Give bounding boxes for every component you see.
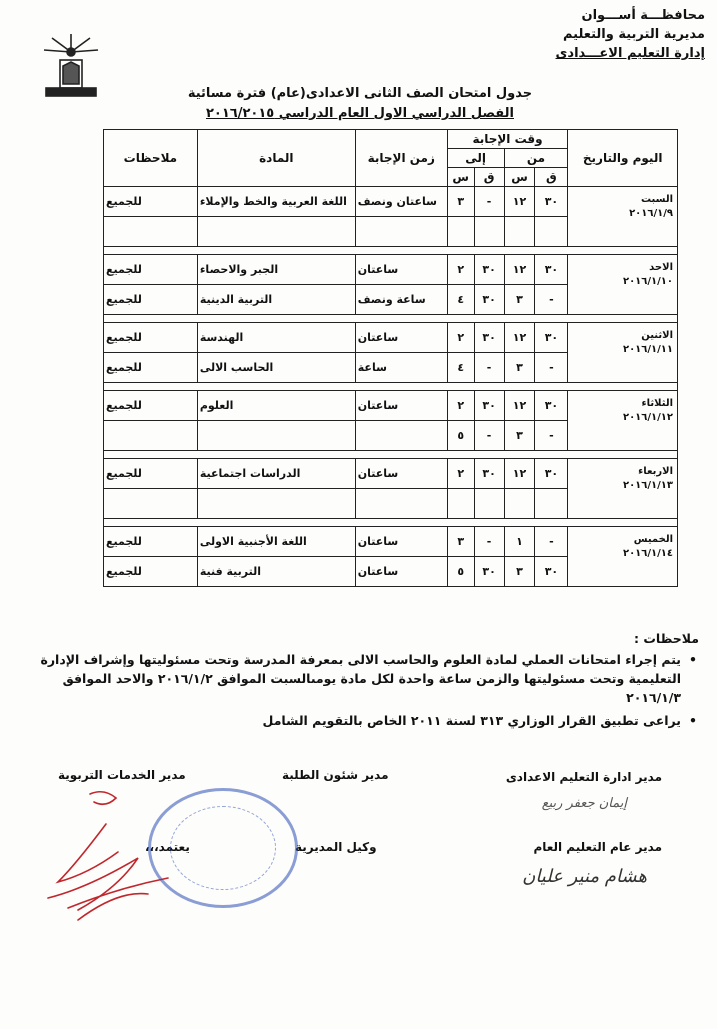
- table-row: [104, 255, 678, 285]
- administration-name: إدارة التعليم الاعـــدادى: [555, 46, 705, 61]
- notes-cell: للجميع: [104, 323, 198, 353]
- day-separator: [104, 519, 678, 527]
- from-minutes-cell: ٣٠: [535, 459, 568, 489]
- exam-date: ٢٠١٦/١/٩: [629, 208, 673, 219]
- day-separator: [104, 383, 678, 391]
- subject-cell: [197, 421, 355, 451]
- day-separator: [104, 247, 678, 255]
- subject-cell: اللغة العربية والخط والإملاء: [197, 187, 355, 217]
- note-item: • يراعى تطبيق القرار الوزاري ٣١٣ لسنة ٢٠١١ الخاص بالتقويم الشامل: [9, 711, 699, 730]
- directorate-header: [505, 6, 705, 63]
- table-row: [104, 527, 678, 557]
- duration-cell: ساعتان: [355, 557, 447, 587]
- students-director-title: مدير شئون الطلبة: [282, 768, 389, 782]
- from-minutes-cell: -: [535, 421, 568, 451]
- day-name: السبت: [640, 194, 673, 205]
- to-minutes-cell: -: [474, 187, 504, 217]
- subject-cell: اللغة الأجنبية الاولى: [197, 527, 355, 557]
- duration-cell: [355, 421, 447, 451]
- to-hours-cell: ٥: [447, 557, 474, 587]
- prep-director-title: مدير ادارة التعليم الاعدادى: [505, 770, 662, 784]
- separator-cell: [104, 451, 678, 459]
- header-notes: ملاحظات: [104, 130, 198, 187]
- day-date-cell: [568, 187, 678, 247]
- separator-cell: [104, 383, 678, 391]
- to-hours-cell: [447, 217, 474, 247]
- duration-cell: ساعتان: [355, 255, 447, 285]
- to-minutes-cell: ٣٠: [474, 459, 504, 489]
- header-from-hours: س: [504, 168, 535, 187]
- governorate-name: محافظـــة أســـوان: [581, 8, 705, 23]
- notes-cell: للجميع: [104, 527, 198, 557]
- subject-cell: [197, 489, 355, 519]
- header-to: إلى: [447, 149, 504, 168]
- exam-date: ٢٠١٦/١/١٣: [622, 480, 673, 491]
- notes-cell: للجميع: [104, 255, 198, 285]
- to-hours-cell: ٤: [447, 285, 474, 315]
- red-signature-scribble: [18, 780, 218, 940]
- separator-cell: [104, 519, 678, 527]
- to-minutes-cell: -: [474, 421, 504, 451]
- prep-director-signature: إيمان جعفر ربيع: [541, 796, 627, 811]
- table-row: [104, 459, 678, 489]
- from-minutes-cell: [535, 489, 568, 519]
- header-subject: المادة: [197, 130, 355, 187]
- duration-cell: ساعتان: [355, 323, 447, 353]
- subject-cell: الحاسب الالى: [197, 353, 355, 383]
- to-hours-cell: ٢: [447, 391, 474, 421]
- exam-table-body: [104, 187, 678, 587]
- schedule-title: جدول امتحان الصف الثانى الاعدادى(عام) فترة مسائية: [187, 86, 533, 101]
- notes-list: [9, 650, 699, 730]
- subject-cell: الجبر والاحصاء: [197, 255, 355, 285]
- from-minutes-cell: ٣٠: [535, 255, 568, 285]
- notes-cell: [104, 421, 198, 451]
- services-director-title: مدير الخدمات التربوية: [58, 768, 186, 782]
- to-minutes-cell: ٣٠: [474, 557, 504, 587]
- notes-cell: [104, 489, 198, 519]
- to-hours-cell: ٣: [447, 527, 474, 557]
- exam-date: ٢٠١٦/١/١٠: [622, 276, 673, 287]
- duration-cell: [355, 489, 447, 519]
- notes-section: [9, 629, 699, 734]
- from-minutes-cell: ٣٠: [535, 557, 568, 587]
- subject-cell: التربية فنية: [197, 557, 355, 587]
- from-minutes-cell: ٣٠: [535, 323, 568, 353]
- to-minutes-cell: ٣٠: [474, 255, 504, 285]
- to-hours-cell: [447, 489, 474, 519]
- from-hours-cell: ١٢: [504, 187, 535, 217]
- from-minutes-cell: [535, 217, 568, 247]
- aswan-emblem-icon: [38, 30, 104, 100]
- from-minutes-cell: -: [535, 353, 568, 383]
- day-name: الخميس: [633, 534, 673, 545]
- notes-cell: للجميع: [104, 459, 198, 489]
- day-name: الاثنين: [641, 330, 673, 341]
- from-hours-cell: ٣: [504, 353, 535, 383]
- day-name: الثلاثاء: [641, 398, 673, 409]
- exam-date: ٢٠١٦/١/١٢: [622, 412, 673, 423]
- from-hours-cell: ٣: [504, 285, 535, 315]
- separator-cell: [104, 315, 678, 323]
- day-separator: [104, 315, 678, 323]
- from-hours-cell: ٣: [504, 421, 535, 451]
- duration-cell: ساعتان: [355, 459, 447, 489]
- to-hours-cell: ٢: [447, 255, 474, 285]
- notes-cell: للجميع: [104, 391, 198, 421]
- to-hours-cell: ٢: [447, 323, 474, 353]
- notes-heading: ملاحظات :: [633, 631, 699, 646]
- header-from: من: [504, 149, 568, 168]
- table-row: [104, 391, 678, 421]
- from-hours-cell: ٣: [504, 557, 535, 587]
- note-item: • يتم إجراء امتحانات العملي لمادة العلوم والحاسب الالى بمعرفة المدرسة وتحت مسئوليتها وإشراف الإدارة التعليمية وتحت مسئوليتها والزمن ساعة واحدة لكل مادة يومىالسبت الموافق ٢٠١٦/١/٢ والاحد الموافق ٢٠١٦/١/٣: [9, 650, 699, 707]
- to-hours-cell: ٤: [447, 353, 474, 383]
- term-title: الفصل الدراسي الاول العام الدراسي ٢٠١٦/٢٠١٥: [206, 106, 514, 121]
- header-answer-time: وقت الإجابة: [447, 130, 568, 149]
- day-date-cell: [568, 459, 678, 519]
- exam-date: ٢٠١٦/١/١٤: [622, 548, 673, 559]
- day-date-cell: [568, 527, 678, 587]
- subject-cell: الدراسات اجتماعية: [197, 459, 355, 489]
- notes-cell: [104, 217, 198, 247]
- subject-cell: العلوم: [197, 391, 355, 421]
- from-minutes-cell: ٣٠: [535, 187, 568, 217]
- duration-cell: ساعتان: [355, 527, 447, 557]
- to-minutes-cell: [474, 217, 504, 247]
- day-name: الاربعاء: [638, 466, 673, 477]
- separator-cell: [104, 247, 678, 255]
- general-director-title: مدير عام التعليم العام: [533, 840, 662, 854]
- notes-cell: للجميع: [104, 285, 198, 315]
- from-hours-cell: ١٢: [504, 391, 535, 421]
- to-hours-cell: ٥: [447, 421, 474, 451]
- exam-date: ٢٠١٦/١/١١: [622, 344, 673, 355]
- subject-cell: التربية الدينية: [197, 285, 355, 315]
- to-minutes-cell: ٣٠: [474, 323, 504, 353]
- from-hours-cell: ١٢: [504, 255, 535, 285]
- to-minutes-cell: [474, 489, 504, 519]
- duration-cell: ساعتان: [355, 391, 447, 421]
- subject-cell: الهندسة: [197, 323, 355, 353]
- exam-table: [103, 129, 678, 587]
- to-minutes-cell: ٣٠: [474, 285, 504, 315]
- notes-cell: للجميع: [104, 187, 198, 217]
- from-minutes-cell: -: [535, 285, 568, 315]
- subject-cell: [197, 217, 355, 247]
- from-hours-cell: [504, 489, 535, 519]
- from-hours-cell: ١٢: [504, 459, 535, 489]
- deputy-title: وكيل المديرية: [295, 840, 377, 854]
- day-date-cell: [568, 391, 678, 451]
- from-hours-cell: [504, 217, 535, 247]
- header-to-hours: س: [447, 168, 474, 187]
- duration-cell: ساعة ونصف: [355, 285, 447, 315]
- day-name: الاحد: [649, 262, 673, 273]
- day-date-cell: [568, 255, 678, 315]
- to-minutes-cell: ٣٠: [474, 391, 504, 421]
- from-minutes-cell: ٣٠: [535, 391, 568, 421]
- to-hours-cell: ٣: [447, 187, 474, 217]
- duration-cell: ساعتان ونصف: [355, 187, 447, 217]
- header-to-minutes: ق: [474, 168, 504, 187]
- directorate-name: مديرية التربية والتعليم: [562, 27, 705, 42]
- approved-label: يعتمد،،،: [145, 840, 190, 854]
- header-day-date: اليوم والتاريخ: [568, 130, 678, 187]
- general-director-signature: هشام منير عليان: [522, 866, 647, 887]
- from-hours-cell: ١: [504, 527, 535, 557]
- day-separator: [104, 451, 678, 459]
- to-minutes-cell: -: [474, 353, 504, 383]
- notes-cell: للجميع: [104, 557, 198, 587]
- header-duration: زمن الإجابة: [355, 130, 447, 187]
- notes-cell: للجميع: [104, 353, 198, 383]
- duration-cell: [355, 217, 447, 247]
- table-row: [104, 187, 678, 217]
- document-title: [150, 84, 570, 124]
- day-date-cell: [568, 323, 678, 383]
- to-hours-cell: ٢: [447, 459, 474, 489]
- from-hours-cell: ١٢: [504, 323, 535, 353]
- table-row: [104, 323, 678, 353]
- to-minutes-cell: -: [474, 527, 504, 557]
- header-from-minutes: ق: [535, 168, 568, 187]
- from-minutes-cell: -: [535, 527, 568, 557]
- duration-cell: ساعة: [355, 353, 447, 383]
